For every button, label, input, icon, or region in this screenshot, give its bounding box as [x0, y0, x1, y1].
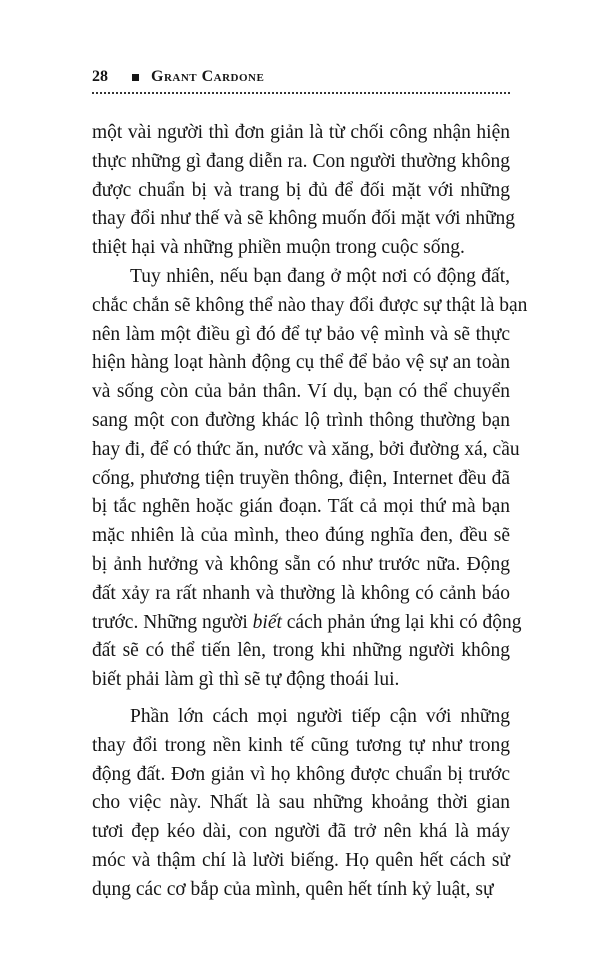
running-head-author: Grant Cardone	[151, 68, 265, 85]
text-line: đất sẽ có thể tiến lên, trong khi những người không	[92, 640, 510, 662]
text-line: bị tắc nghẽn hoặc gián đoạn. Tất cả mọi thứ mà bạn	[92, 496, 510, 518]
square-bullet-icon	[132, 74, 139, 81]
text-line: đất xảy ra rất nhanh và thường là không có cảnh báo	[92, 582, 510, 604]
text-line: mặc nhiên là của mình, theo đúng nghĩa đen, đều sẽ	[92, 525, 510, 547]
text-line: dụng các cơ bắp của mình, quên hết tính kỷ luật, sự	[92, 878, 494, 900]
text-line: một vài người thì đơn giản là từ chối công nhận hiện	[92, 122, 510, 143]
text-line: và sống còn của bản thân. Ví dụ, bạn có thể chuyển	[92, 381, 510, 403]
text-line: hiện hàng loạt hành động cụ thể để bảo vệ sự an toàn	[92, 352, 510, 374]
running-header	[92, 68, 510, 88]
text-line: thực những gì đang diễn ra. Con người thường không	[92, 150, 510, 172]
dotted-rule	[92, 92, 510, 94]
text-line: cho việc này. Nhất là sau những khoảng thời gian	[92, 792, 510, 814]
text-line: thay đổi như thế và sẽ không muốn đối mặt với những	[92, 208, 516, 230]
text-line: chắc chắn sẽ không thể nào thay đổi được sự thật là bạn	[92, 294, 528, 316]
text-line: cống, phương tiện truyền thông, điện, Internet đều đã	[92, 467, 510, 489]
text-line: động đất. Đơn giản vì họ không được chuẩn bị trước	[92, 763, 510, 785]
text-line: hay đi, để có thức ăn, nước và xăng, bởi đường xá, cầu	[92, 438, 520, 460]
text-line: Phần lớn cách mọi người tiếp cận với những	[130, 706, 510, 727]
text-line: thay đổi trong nền kinh tế cũng tương tự như trong	[92, 734, 510, 756]
text-line: móc và thậm chí là lười biếng. Họ quên hết cách sử	[92, 850, 510, 871]
emphasis: biết	[252, 611, 282, 633]
text-line: trước. Những người biết cách phản ứng lại khi có động	[92, 611, 522, 633]
page-number: 28	[92, 68, 108, 85]
text-line: tươi đẹp kéo dài, con người đã trở nên khá là máy	[92, 821, 510, 843]
text-line: được chuẩn bị và trang bị đủ để đối mặt với những	[92, 179, 510, 201]
text-line: Tuy nhiên, nếu bạn đang ở một nơi có động đất,	[130, 266, 510, 287]
text-line: sang một con đường khác lộ trình thông thường bạn	[92, 410, 510, 431]
text-line: thiệt hại và những phiền muộn trong cuộc sống.	[92, 237, 465, 259]
text-line: biết phải làm gì thì sẽ tự động thoái lui.	[92, 669, 400, 691]
text-line: bị ảnh hưởng và không sẵn có như trước nữa. Động	[92, 554, 510, 575]
text-line: nên làm một điều gì đó để tự bảo vệ mình và sẽ thực	[92, 323, 510, 345]
